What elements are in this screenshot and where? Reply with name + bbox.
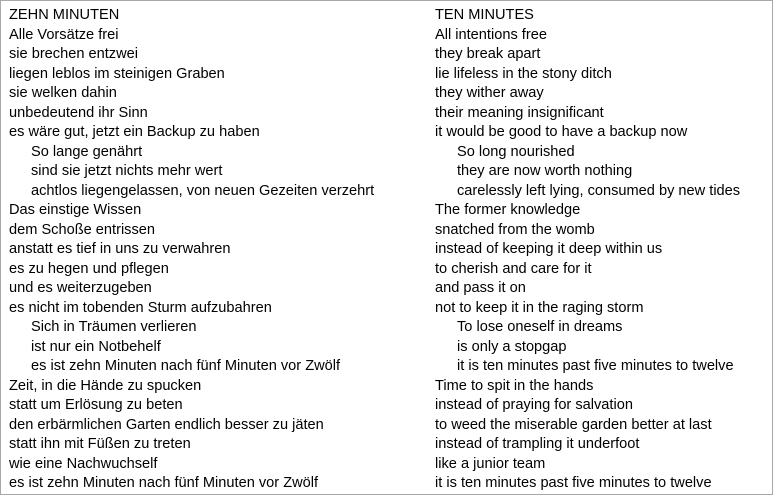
english-poem-line: instead of keeping it deep within us [435,241,663,257]
english-poem-line: to weed the miserable garden better at last [435,416,712,433]
german-poem-line: sie welken dahin [9,85,117,101]
german-poem-line: Zeit, in die Hände zu spucken [9,377,202,394]
english-poem-line: carelessly left lying, consumed by new tides [457,182,741,199]
english-poem-line: it is ten minutes past five minutes to twelve [435,475,712,491]
german-poem-line: Sich in Träumen verlieren [31,319,197,335]
german-poem-line: wie eine Nachwuchself [9,455,158,472]
english-poem-lines [435,26,740,494]
german-poem-line: ist nur ein Notbehelf [31,338,161,355]
english-poem-line: it would be good to have a backup now [435,124,688,140]
german-poem-line: es wäre gut, jetzt ein Backup zu haben [9,124,260,140]
english-poem-line: like a junior team [435,455,546,472]
german-poem-line: So lange genährt [31,143,143,160]
german-poem-lines [9,26,374,494]
german-poem-line: unbedeutend ihr Sinn [9,104,148,121]
english-poem-line: they wither away [435,85,544,101]
german-poem-line: liegen leblos im steinigen Graben [9,65,225,82]
german-poem-line: anstatt es tief in uns zu verwahren [9,241,231,257]
german-poem-line: es ist zehn Minuten nach fünf Minuten vor Zwölf [31,358,341,374]
english-poem-line: All intentions free [435,26,547,43]
english-poem-line: So long nourished [457,143,575,160]
english-poem-line: lie lifeless in the stony ditch [435,65,612,82]
english-poem-line: instead of trampling it underfoot [435,436,640,452]
german-poem-line: sie brechen entzwei [9,46,138,62]
german-poem-line: Das einstige Wissen [9,202,142,218]
english-poem-column [435,6,740,494]
english-poem-line: is only a stopgap [457,338,567,355]
german-poem-line: statt ihn mit Füßen zu treten [9,436,191,452]
german-poem-line: achtlos liegengelassen, von neuen Gezeiten verzehrt [31,182,375,199]
german-poem-line: es nicht im tobenden Sturm aufzubahren [9,299,272,316]
german-poem-column [9,6,374,494]
english-poem-line: they are now worth nothing [457,163,633,179]
english-poem-line: it is ten minutes past five minutes to twelve [457,358,734,374]
german-poem-line: dem Schoße entrissen [9,221,156,238]
english-poem-line: to cherish and care for it [435,260,592,277]
german-poem-line: es ist zehn Minuten nach fünf Minuten vor Zwölf [9,475,319,491]
english-poem-line: The former knowledge [435,202,581,218]
german-poem-title: ZEHN MINUTEN [9,7,120,23]
english-poem-line: instead of praying for salvation [435,397,633,413]
english-poem-line: not to keep it in the raging storm [435,299,644,316]
german-poem-line: sind sie jetzt nichts mehr wert [31,163,223,179]
german-poem-line: Alle Vorsätze frei [9,26,119,43]
english-poem-line: their meaning insignificant [435,104,604,121]
english-poem-line: To lose oneself in dreams [457,319,623,335]
english-poem-line: and pass it on [435,280,526,296]
english-poem-line: Time to spit in the hands [435,377,594,394]
english-poem-line: they break apart [435,46,541,62]
english-poem-title: TEN MINUTES [435,7,534,23]
german-poem-line: und es weiterzugeben [9,280,152,296]
german-poem-line: statt um Erlösung zu beten [9,397,183,413]
english-poem-line: snatched from the womb [435,221,595,238]
german-poem-line: den erbärmlichen Garten endlich besser zu jäten [9,416,324,433]
german-poem-line: es zu hegen und pflegen [9,260,169,277]
